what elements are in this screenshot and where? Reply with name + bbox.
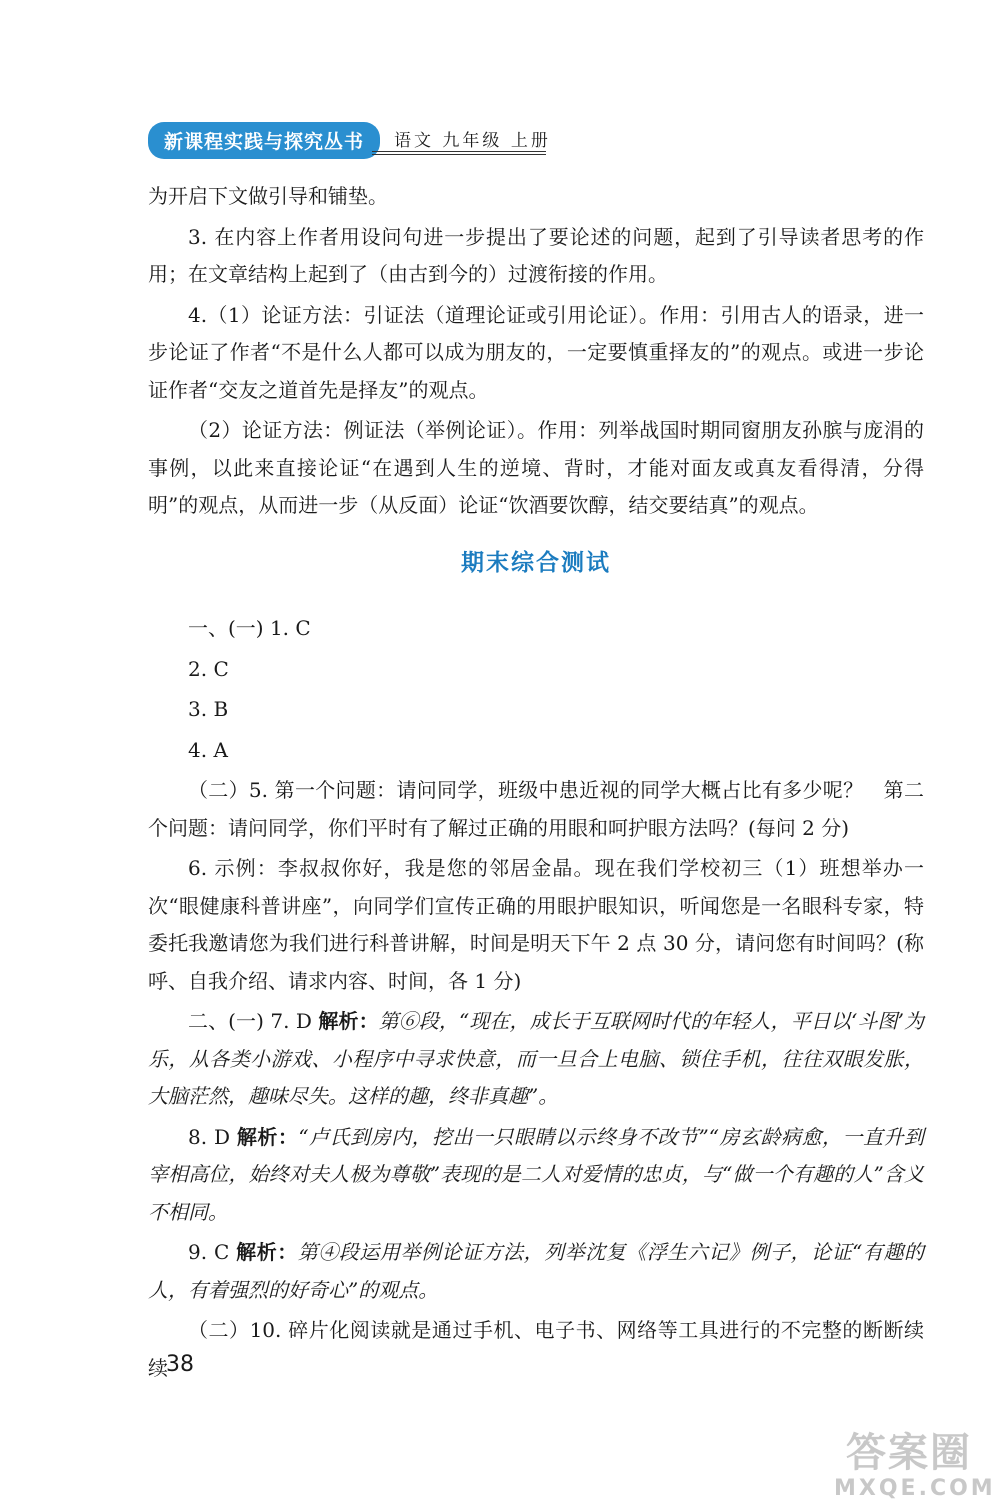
paragraph-continued: （二）10. 碎片化阅读就是通过手机、电子书、网络等工具进行的不完整的断断续续 (148, 1318, 924, 1380)
watermark-logo-text: 答案圈 (846, 1430, 972, 1476)
analysis-prefix: 二、(一) 7. D (188, 1009, 312, 1033)
paragraph: （2）论证方法：例证法（举例论证）。作用：列举战国时期同窗朋友孙膑与庞涓的事例，以此来直接论证“在遇到人生的逆境、背时，才能对面友或真友看得清，分得明”的观点，从而进一步（从反面）论证“饮酒要饮醇，结交要结真”的观点。 (148, 418, 924, 517)
series-badge: 新课程实践与探究丛书 (148, 122, 380, 159)
answer-line: 3. B (188, 697, 229, 721)
watermark-domain: MXQE.COM (834, 1476, 996, 1501)
analysis-text: 第④段运用举例论证方法，列举沈复《浮生六记》例子，论证“有趣的人，有着强烈的好奇心”的观点。 (148, 1240, 924, 1302)
analysis-label: 解析： (318, 1009, 379, 1033)
section-title: 期末综合测试 (461, 549, 611, 576)
paragraph: 3. 在内容上作者用设问句进一步提出了要论述的问题，起到了引导读者思考的作用；在文章结构上起到了（由古到今的）过渡衔接的作用。 (148, 224, 924, 286)
answer-line: （二）5. 第一个问题：请问同学，班级中患近视的同学大概占比有多少呢？ 第二个问题：请问同学，你们平时有了解过正确的用眼和呵护眼方法吗？(每问 2 分) (148, 778, 924, 840)
paragraph: 4.（1）论证方法：引证法（道理论证或引用论证）。作用：引用古人的语录，进一步论证了作者“不是什么人都可以成为朋友的，一定要慎重择友的”的观点。或进一步论证作者“交友之道首先是择友”的观点。 (148, 302, 924, 402)
answer-line: 6. 示例：李叔叔你好，我是您的邻居金晶。现在我们学校初三（1）班想举办一次“眼健康科普讲座”，向同学们宣传正确的用眼护眼知识，听闻您是一名眼科专家，特委托我邀请您为我们进行科普讲解，时间是明天下午 2 点 30 分，请问您有时间吗？(称呼、自我介绍、请求内容、时间，各 1 分) (148, 856, 924, 993)
analysis-label: 解析： (236, 1240, 298, 1264)
watermark-logo (834, 1430, 996, 1501)
analysis-item (148, 1119, 924, 1232)
analysis-item (148, 1003, 924, 1116)
page-number: 38 (166, 1352, 194, 1377)
analysis-text: “卢氏到房内，挖出一只眼睛以示终身不改节”“房玄龄病愈，一直升到宰相高位，始终对夫人极为尊敬”表现的是二人对爱情的忠贞，与“做一个有趣的人”含义不相同。 (148, 1124, 924, 1224)
analysis-prefix: 9. C (188, 1240, 230, 1264)
analysis-text: 第⑥段，“现在，成长于互联网时代的年轻人，平日以‘斗图’为乐，从各类小游戏、小程序中寻求快意，而一旦合上电脑、锁住手机，往往双眼发胀，大脑茫然，趣味尽失。这样的趣，终非真趣”。 (148, 1009, 925, 1108)
analysis-label: 解析： (236, 1124, 299, 1149)
paragraph: 为开启下文做引导和铺垫。 (148, 184, 388, 208)
header-rule (372, 151, 546, 155)
page-body (148, 178, 924, 1387)
answer-line: 一、(一) 1. C (188, 616, 311, 640)
answer-line: 4. A (188, 737, 228, 762)
answer-line: 2. C (188, 656, 229, 681)
subject-label: 语文 九年级 上册 (394, 131, 551, 151)
analysis-item (148, 1234, 924, 1309)
analysis-prefix: 8. D (188, 1124, 230, 1149)
